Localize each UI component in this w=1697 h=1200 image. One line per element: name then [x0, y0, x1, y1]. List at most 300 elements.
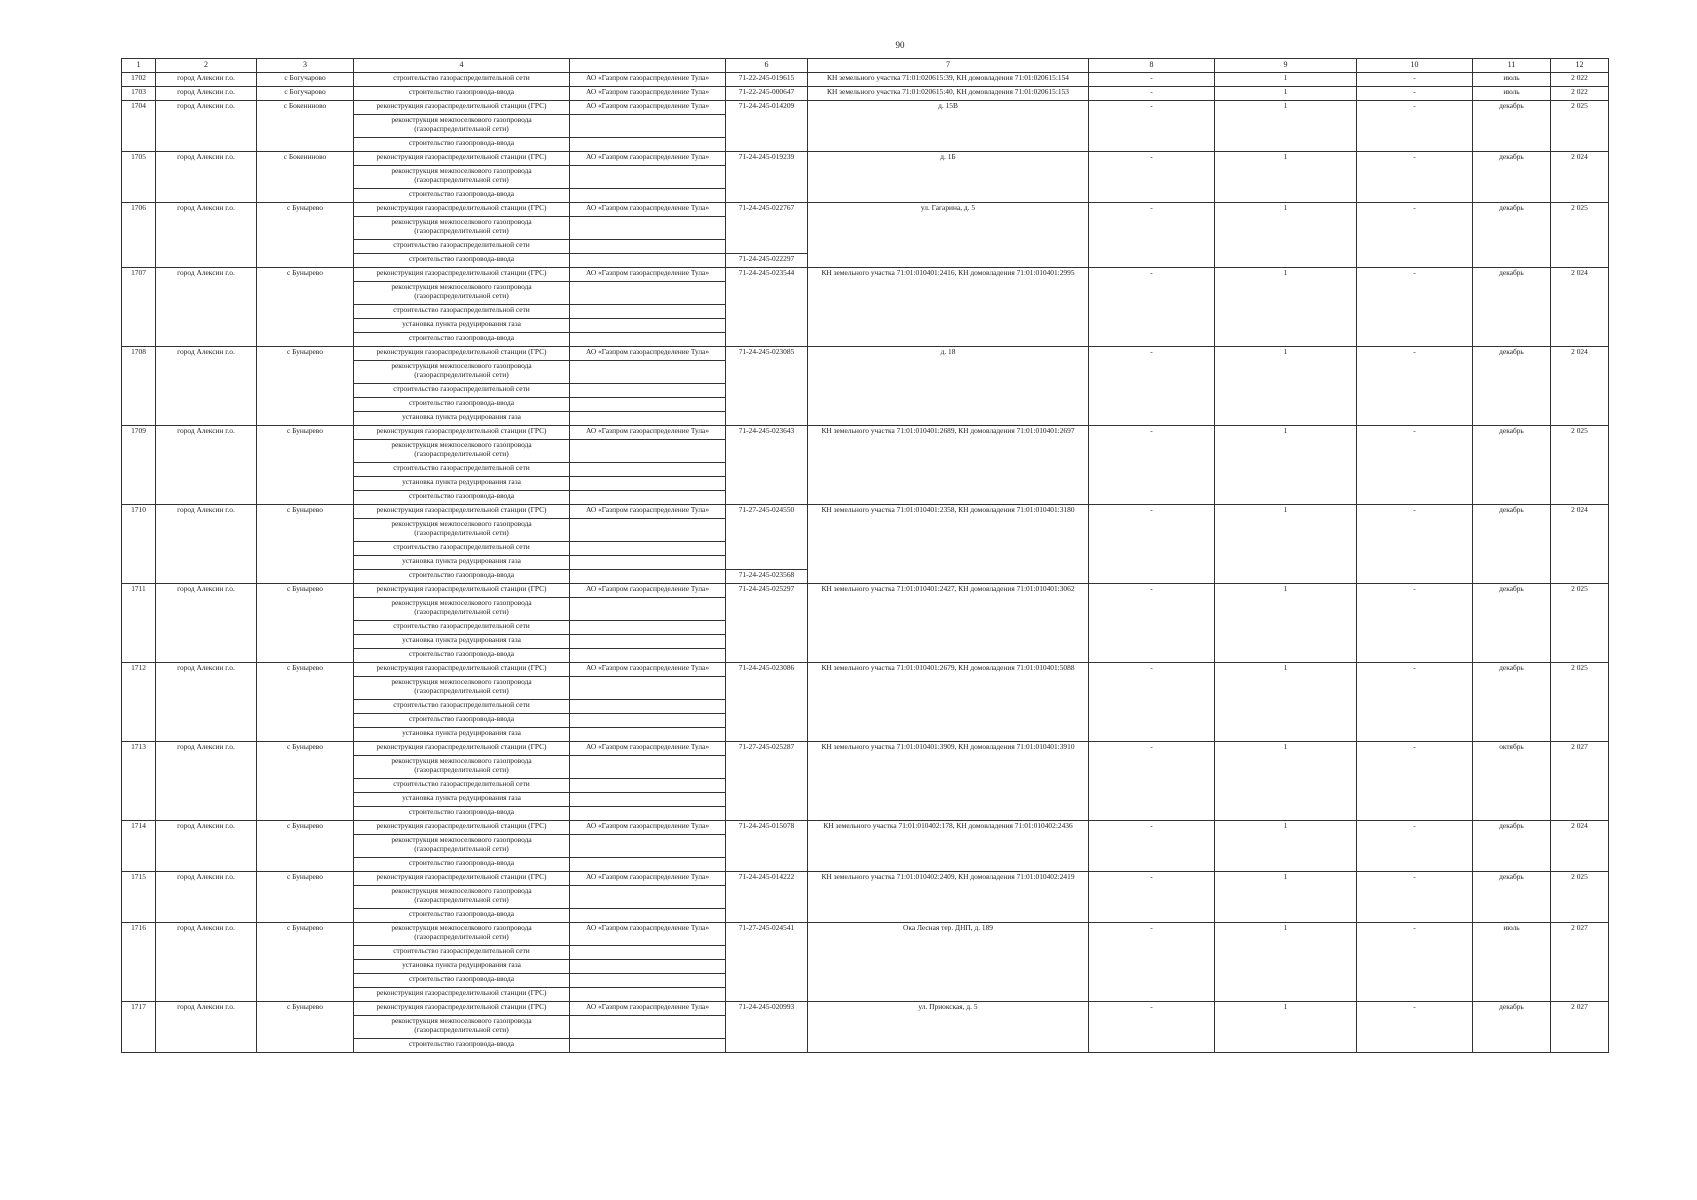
column-header [570, 59, 726, 73]
work-type-cell: реконструкция межпоселкового газопровода (газораспределительной сети) [354, 1016, 570, 1039]
work-type-cell: строительство газопровода-ввода [354, 909, 570, 923]
table-row [122, 584, 1609, 598]
organization-cell [570, 700, 726, 714]
col10-cell: - [1357, 73, 1473, 87]
organization-cell [570, 621, 726, 635]
year-cell: 2 024 [1551, 821, 1609, 872]
organization-cell: АО «Газпром газораспределение Тула» [570, 268, 726, 282]
work-type-cell: строительство газопровода-ввода [354, 714, 570, 728]
organization-cell [570, 384, 726, 398]
work-type-cell: строительство газораспределительной сети [354, 73, 570, 87]
organization-cell [570, 1039, 726, 1053]
organization-cell [570, 491, 726, 505]
organization-cell [570, 138, 726, 152]
settlement-cell: с Буныревo [257, 584, 354, 663]
work-type-cell: строительство газопровода-ввода [354, 491, 570, 505]
application-id-cell: 71-22-245-000647 [726, 87, 808, 101]
organization-cell: АО «Газпром газораспределение Тула» [570, 821, 726, 835]
municipality-cell: город Алексин г.о. [156, 426, 257, 505]
col9-cell: 1 [1215, 663, 1357, 742]
row-number: 1710 [122, 505, 156, 584]
work-type-cell: реконструкция газораспределительной станции (ГРС) [354, 347, 570, 361]
table-row [122, 347, 1609, 361]
year-cell: 2 025 [1551, 663, 1609, 742]
work-type-cell: реконструкция межпоселкового газопровода (газораспределительной сети) [354, 519, 570, 542]
application-id-cell: 71-24-245-014222 [726, 872, 808, 923]
settlement-cell: с Бунырево [257, 203, 354, 268]
col10-cell: - [1357, 742, 1473, 821]
gasification-register-table [121, 58, 1609, 1053]
address-cell: КН земельного участка 71:01:010401:2689, КН домовладения 71:01:010401:2697 [808, 426, 1089, 505]
settlement-cell: с Буныревo [257, 821, 354, 872]
row-number: 1708 [122, 347, 156, 426]
settlement-cell: с Бокеннново [257, 101, 354, 152]
organization-cell [570, 556, 726, 570]
col9-cell: 1 [1215, 87, 1357, 101]
table-row [122, 742, 1609, 756]
work-type-cell: строительство газораспределительной сети [354, 700, 570, 714]
settlement-cell: с Богучарово [257, 73, 354, 87]
table-row [122, 663, 1609, 677]
settlement-cell: с Буныревo [257, 663, 354, 742]
work-type-cell: строительство газораспределительной сети [354, 463, 570, 477]
application-id-cell: 71-24-245-015078 [726, 821, 808, 872]
row-number: 1714 [122, 821, 156, 872]
organization-cell [570, 960, 726, 974]
header-row [122, 59, 1609, 73]
table-body [122, 59, 1609, 1053]
col8-cell: - [1089, 152, 1215, 203]
municipality-cell: город Алексин г.о. [156, 872, 257, 923]
municipality-cell: город Алексин г.о. [156, 742, 257, 821]
application-id-cell: 71-22-245-019615 [726, 73, 808, 87]
address-cell: ул. Приокская, д. 5 [808, 1002, 1089, 1053]
column-header: 9 [1215, 59, 1357, 73]
settlement-cell: с Буныревo [257, 347, 354, 426]
row-number: 1703 [122, 87, 156, 101]
work-type-cell: реконструкция газораспределительной станции (ГРС) [354, 742, 570, 756]
application-id-cell: 71-27-245-024541 [726, 923, 808, 1002]
organization-cell [570, 835, 726, 858]
work-type-cell: реконструкция межпоселкового газопровода (газораспределительной сети) [354, 835, 570, 858]
application-id-cell: 71-27-245-024550 [726, 505, 808, 570]
municipality-cell: город Алексин г.о. [156, 923, 257, 1002]
month-cell: декабрь [1473, 203, 1551, 268]
work-type-cell: строительство газораспределительной сети [354, 946, 570, 960]
column-header: 6 [726, 59, 808, 73]
organization-cell [570, 282, 726, 305]
work-type-cell: строительство газопровода-ввода [354, 974, 570, 988]
organization-cell [570, 793, 726, 807]
column-header: 1 [122, 59, 156, 73]
organization-cell [570, 398, 726, 412]
col8-cell: - [1089, 872, 1215, 923]
column-header: 2 [156, 59, 257, 73]
table-row [122, 505, 1609, 519]
work-type-cell: строительство газопровода-ввода [354, 254, 570, 268]
organization-cell [570, 909, 726, 923]
col9-cell: 1 [1215, 73, 1357, 87]
organization-cell [570, 166, 726, 189]
organization-cell [570, 728, 726, 742]
work-type-cell: реконструкция газораспределительной станции (ГРС) [354, 1002, 570, 1016]
row-number: 1707 [122, 268, 156, 347]
row-number: 1713 [122, 742, 156, 821]
col9-cell: 1 [1215, 203, 1357, 268]
table-row [122, 87, 1609, 101]
month-cell: октябрь [1473, 742, 1551, 821]
col10-cell: - [1357, 87, 1473, 101]
organization-cell [570, 988, 726, 1002]
year-cell: 2 025 [1551, 203, 1609, 268]
organization-cell [570, 1016, 726, 1039]
organization-cell [570, 412, 726, 426]
col10-cell: - [1357, 101, 1473, 152]
municipality-cell: город Алексин г.о. [156, 73, 257, 87]
work-type-cell: реконструкция газораспределительной станции (ГРС) [354, 663, 570, 677]
organization-cell: АО «Газпром газораспределение Тула» [570, 663, 726, 677]
month-cell: декабрь [1473, 101, 1551, 152]
work-type-cell: реконструкция газораспределительной станции (ГРС) [354, 101, 570, 115]
organization-cell [570, 946, 726, 960]
table-row [122, 1002, 1609, 1016]
col8-cell: - [1089, 101, 1215, 152]
application-id-cell: 71-24-245-025297 [726, 584, 808, 663]
organization-cell [570, 858, 726, 872]
organization-cell [570, 319, 726, 333]
table-row [122, 73, 1609, 87]
work-type-cell: установка пункта редуцирования газа [354, 477, 570, 491]
organization-cell [570, 974, 726, 988]
col9-cell: 1 [1215, 101, 1357, 152]
organization-cell [570, 333, 726, 347]
organization-cell: АО «Газпром газораспределение Тула» [570, 152, 726, 166]
col8-cell: - [1089, 505, 1215, 584]
organization-cell [570, 779, 726, 793]
row-number: 1717 [122, 1002, 156, 1053]
year-cell: 2 022 [1551, 73, 1609, 87]
work-type-cell: строительство газораспределительной сети [354, 240, 570, 254]
table-row [122, 426, 1609, 440]
work-type-cell: реконструкция газораспределительной станции (ГРС) [354, 821, 570, 835]
col10-cell: - [1357, 584, 1473, 663]
work-type-cell: строительство газопровода-ввода [354, 807, 570, 821]
work-type-cell: строительство газопровода-ввода [354, 333, 570, 347]
organization-cell [570, 649, 726, 663]
col10-cell: - [1357, 821, 1473, 872]
work-type-cell: реконструкция газораспределительной станции (ГРС) [354, 203, 570, 217]
organization-cell [570, 542, 726, 556]
municipality-cell: город Алексин г.о. [156, 1002, 257, 1053]
organization-cell [570, 598, 726, 621]
year-cell: 2 024 [1551, 347, 1609, 426]
application-id-cell: 71-24-245-022767 [726, 203, 808, 254]
col8-cell: - [1089, 584, 1215, 663]
work-type-cell: реконструкция газораспределительной станции (ГРС) [354, 584, 570, 598]
month-cell: июль [1473, 73, 1551, 87]
table-row [122, 872, 1609, 886]
organization-cell [570, 254, 726, 268]
municipality-cell: город Алексин г.о. [156, 347, 257, 426]
col10-cell: - [1357, 268, 1473, 347]
address-cell: Ока Лесная тер. ДНП, д. 189 [808, 923, 1089, 1002]
organization-cell [570, 714, 726, 728]
col9-cell: 1 [1215, 742, 1357, 821]
settlement-cell: с Буныревo [257, 268, 354, 347]
col8-cell: - [1089, 426, 1215, 505]
row-number: 1716 [122, 923, 156, 1002]
work-type-cell: реконструкция газораспределительной станции (ГРС) [354, 426, 570, 440]
municipality-cell: город Алексин г.о. [156, 821, 257, 872]
table-row [122, 101, 1609, 115]
month-cell: декабрь [1473, 426, 1551, 505]
row-number: 1711 [122, 584, 156, 663]
column-header: 3 [257, 59, 354, 73]
application-id-cell: 71-24-245-023568 [726, 570, 808, 584]
col9-cell: 1 [1215, 821, 1357, 872]
col8-cell: - [1089, 73, 1215, 87]
col9-cell: 1 [1215, 923, 1357, 1002]
municipality-cell: город Алексин г.о. [156, 663, 257, 742]
address-cell: д. 18 [808, 347, 1089, 426]
work-type-cell: строительство газопровода-ввода [354, 398, 570, 412]
work-type-cell: установка пункта редуцирования газа [354, 556, 570, 570]
work-type-cell: реконструкция межпоселкового газопровода (газораспределительной сети) [354, 217, 570, 240]
work-type-cell: реконструкция межпоселкового газопровода (газораспределительной сети) [354, 440, 570, 463]
col9-cell: 1 [1215, 584, 1357, 663]
col9-cell: 1 [1215, 426, 1357, 505]
col8-cell: - [1089, 742, 1215, 821]
application-id-cell: 71-24-245-020993 [726, 1002, 808, 1053]
organization-cell [570, 440, 726, 463]
year-cell: 2 027 [1551, 742, 1609, 821]
row-number: 1706 [122, 203, 156, 268]
year-cell: 2 027 [1551, 1002, 1609, 1053]
work-type-cell: установка пункта редуцирования газа [354, 728, 570, 742]
year-cell: 2 025 [1551, 426, 1609, 505]
work-type-cell: установка пункта редуцирования газа [354, 635, 570, 649]
organization-cell [570, 189, 726, 203]
col8-cell: - [1089, 923, 1215, 1002]
work-type-cell: строительство газопровода-ввода [354, 189, 570, 203]
organization-cell [570, 217, 726, 240]
year-cell: 2 024 [1551, 268, 1609, 347]
address-cell: КН земельного участка 71:01:010401:2427, КН домовладения 71:01:010401:3062 [808, 584, 1089, 663]
organization-cell [570, 477, 726, 491]
col10-cell: - [1357, 152, 1473, 203]
address-cell: КН земельного участка 71:01:010401:2358, КН домовладения 71:01:010401:3180 [808, 505, 1089, 584]
settlement-cell: с Богучарово [257, 87, 354, 101]
col10-cell: - [1357, 347, 1473, 426]
organization-cell: АО «Газпром газораспределение Тула» [570, 872, 726, 886]
application-id-cell: 71-24-245-023643 [726, 426, 808, 505]
table-row [122, 203, 1609, 217]
work-type-cell: реконструкция межпоселкового газопровода (газораспределительной сети) [354, 598, 570, 621]
settlement-cell: с Буныревo [257, 742, 354, 821]
work-type-cell: строительство газопровода-ввода [354, 87, 570, 101]
organization-cell: АО «Газпром газораспределение Тула» [570, 923, 726, 946]
column-header: 4 [354, 59, 570, 73]
work-type-cell: реконструкция межпоселкового газопровода (газораспределительной сети) [354, 756, 570, 779]
work-type-cell: строительство газопровода-ввода [354, 138, 570, 152]
work-type-cell: реконструкция межпоселкового газопровода (газораспределительной сети) [354, 923, 570, 946]
column-header: 10 [1357, 59, 1473, 73]
work-type-cell: строительство газораспределительной сети [354, 542, 570, 556]
work-type-cell: строительство газораспределительной сети [354, 305, 570, 319]
year-cell: 2 024 [1551, 152, 1609, 203]
application-id-cell: 71-27-245-025287 [726, 742, 808, 821]
organization-cell [570, 635, 726, 649]
month-cell: декабрь [1473, 268, 1551, 347]
col9-cell: 1 [1215, 1002, 1357, 1053]
col9-cell: 1 [1215, 268, 1357, 347]
work-type-cell: реконструкция межпоселкового газопровода (газораспределительной сети) [354, 115, 570, 138]
municipality-cell: город Алексин г.о. [156, 203, 257, 268]
col10-cell: - [1357, 505, 1473, 584]
work-type-cell: строительство газораспределительной сети [354, 384, 570, 398]
year-cell: 2 025 [1551, 101, 1609, 152]
application-id-cell: 71-24-245-023085 [726, 347, 808, 426]
address-cell: КН земельного участка 71:01:010401:2679, КН домовладения 71:01:010401:5088 [808, 663, 1089, 742]
work-type-cell: реконструкция газораспределительной станции (ГРС) [354, 872, 570, 886]
work-type-cell: реконструкция межпоселкового газопровода (газораспределительной сети) [354, 282, 570, 305]
organization-cell: АО «Газпром газораспределение Тула» [570, 1002, 726, 1016]
address-cell: КН земельного участка 71:01:010402:2409, КН домовладения 71:01:010402:2419 [808, 872, 1089, 923]
application-id-cell: 71-24-245-019239 [726, 152, 808, 203]
settlement-cell: с Бокеннново [257, 152, 354, 203]
row-number: 1712 [122, 663, 156, 742]
organization-cell [570, 756, 726, 779]
application-id-cell: 71-24-245-014209 [726, 101, 808, 152]
organization-cell: АО «Газпром газораспределение Тула» [570, 742, 726, 756]
settlement-cell: с Буныревo [257, 923, 354, 1002]
address-cell: КН земельного участка 71:01:010402:178, КН домовладения 71:01:010402:2436 [808, 821, 1089, 872]
address-cell: КН земельного участка 71:01:010401:3909, КН домовладения 71:01:010401:3910 [808, 742, 1089, 821]
work-type-cell: установка пункта редуцирования газа [354, 412, 570, 426]
organization-cell: АО «Газпром газораспределение Тула» [570, 203, 726, 217]
address-cell: КН земельного участка 71:01:010401:2416, КН домовладения 71:01:010401:2995 [808, 268, 1089, 347]
page-number: 90 [895, 40, 905, 50]
column-header: 7 [808, 59, 1089, 73]
organization-cell [570, 240, 726, 254]
settlement-cell: с Буныревo [257, 1002, 354, 1053]
organization-cell [570, 570, 726, 584]
application-id-cell: 71-24-245-023086 [726, 663, 808, 742]
column-header: 11 [1473, 59, 1551, 73]
organization-cell [570, 115, 726, 138]
col9-cell: 1 [1215, 152, 1357, 203]
organization-cell: АО «Газпром газораспределение Тула» [570, 505, 726, 519]
col8-cell: - [1089, 268, 1215, 347]
organization-cell: АО «Газпром газораспределение Тула» [570, 73, 726, 87]
address-cell: д. 15В [808, 101, 1089, 152]
settlement-cell: с Буныревo [257, 505, 354, 584]
municipality-cell: город Алексин г.о. [156, 584, 257, 663]
work-type-cell: реконструкция газораспределительной станции (ГРС) [354, 505, 570, 519]
col10-cell: - [1357, 663, 1473, 742]
organization-cell [570, 677, 726, 700]
organization-cell [570, 886, 726, 909]
municipality-cell: город Алексин г.о. [156, 505, 257, 584]
col8-cell: - [1089, 1002, 1215, 1053]
work-type-cell: строительство газопровода-ввода [354, 1039, 570, 1053]
application-id-cell: 71-24-245-022297 [726, 254, 808, 268]
row-number: 1702 [122, 73, 156, 87]
month-cell: декабрь [1473, 347, 1551, 426]
work-type-cell: строительство газопровода-ввода [354, 570, 570, 584]
address-cell: ул. Гагарина, д. 5 [808, 203, 1089, 268]
organization-cell: АО «Газпром газораспределение Тула» [570, 426, 726, 440]
month-cell: июль [1473, 923, 1551, 1002]
application-id-cell: 71-24-245-023544 [726, 268, 808, 347]
organization-cell [570, 361, 726, 384]
address-cell: КН земельного участка 71:01:020615:40, КН домовладения 71:01:020615:153 [808, 87, 1089, 101]
month-cell: декабрь [1473, 821, 1551, 872]
table-row [122, 268, 1609, 282]
col10-cell: - [1357, 1002, 1473, 1053]
col9-cell: 1 [1215, 505, 1357, 584]
table-row [122, 152, 1609, 166]
organization-cell: АО «Газпром газораспределение Тула» [570, 87, 726, 101]
municipality-cell: город Алексин г.о. [156, 268, 257, 347]
row-number: 1715 [122, 872, 156, 923]
col9-cell: 1 [1215, 872, 1357, 923]
month-cell: декабрь [1473, 1002, 1551, 1053]
col10-cell: - [1357, 203, 1473, 268]
col9-cell: 1 [1215, 347, 1357, 426]
table-row [122, 821, 1609, 835]
work-type-cell: реконструкция газораспределительной станции (ГРС) [354, 268, 570, 282]
year-cell: 2 022 [1551, 87, 1609, 101]
year-cell: 2 027 [1551, 923, 1609, 1002]
col8-cell: - [1089, 87, 1215, 101]
settlement-cell: с Буныревo [257, 426, 354, 505]
work-type-cell: строительство газопровода-ввода [354, 649, 570, 663]
work-type-cell: установка пункта редуцирования газа [354, 793, 570, 807]
col10-cell: - [1357, 923, 1473, 1002]
column-header: 12 [1551, 59, 1609, 73]
month-cell: декабрь [1473, 872, 1551, 923]
col8-cell: - [1089, 821, 1215, 872]
month-cell: декабрь [1473, 152, 1551, 203]
month-cell: декабрь [1473, 663, 1551, 742]
address-cell: КН земельного участка 71:01:020615:39, КН домовладения 71:01:020615:154 [808, 73, 1089, 87]
address-cell: д. 1Б [808, 152, 1089, 203]
work-type-cell: строительство газопровода-ввода [354, 858, 570, 872]
work-type-cell: реконструкция газораспределительной станции (ГРС) [354, 988, 570, 1002]
work-type-cell: реконструкция газораспределительной станции (ГРС) [354, 152, 570, 166]
work-type-cell: реконструкция межпоселкового газопровода (газораспределительной сети) [354, 677, 570, 700]
settlement-cell: с Буныревo [257, 872, 354, 923]
work-type-cell: установка пункта редуцирования газа [354, 960, 570, 974]
col8-cell: - [1089, 663, 1215, 742]
organization-cell: АО «Газпром газораспределение Тула» [570, 584, 726, 598]
organization-cell [570, 807, 726, 821]
work-type-cell: реконструкция межпоселкового газопровода (газораспределительной сети) [354, 361, 570, 384]
col8-cell: - [1089, 347, 1215, 426]
table-row [122, 923, 1609, 946]
row-number: 1709 [122, 426, 156, 505]
month-cell: декабрь [1473, 584, 1551, 663]
col8-cell: - [1089, 203, 1215, 268]
month-cell: июль [1473, 87, 1551, 101]
municipality-cell: город Алексин г.о. [156, 87, 257, 101]
municipality-cell: город Алексин г.о. [156, 101, 257, 152]
row-number: 1705 [122, 152, 156, 203]
organization-cell: АО «Газпром газораспределение Тула» [570, 347, 726, 361]
organization-cell: АО «Газпром газораспределение Тула» [570, 101, 726, 115]
municipality-cell: город Алексин г.о. [156, 152, 257, 203]
